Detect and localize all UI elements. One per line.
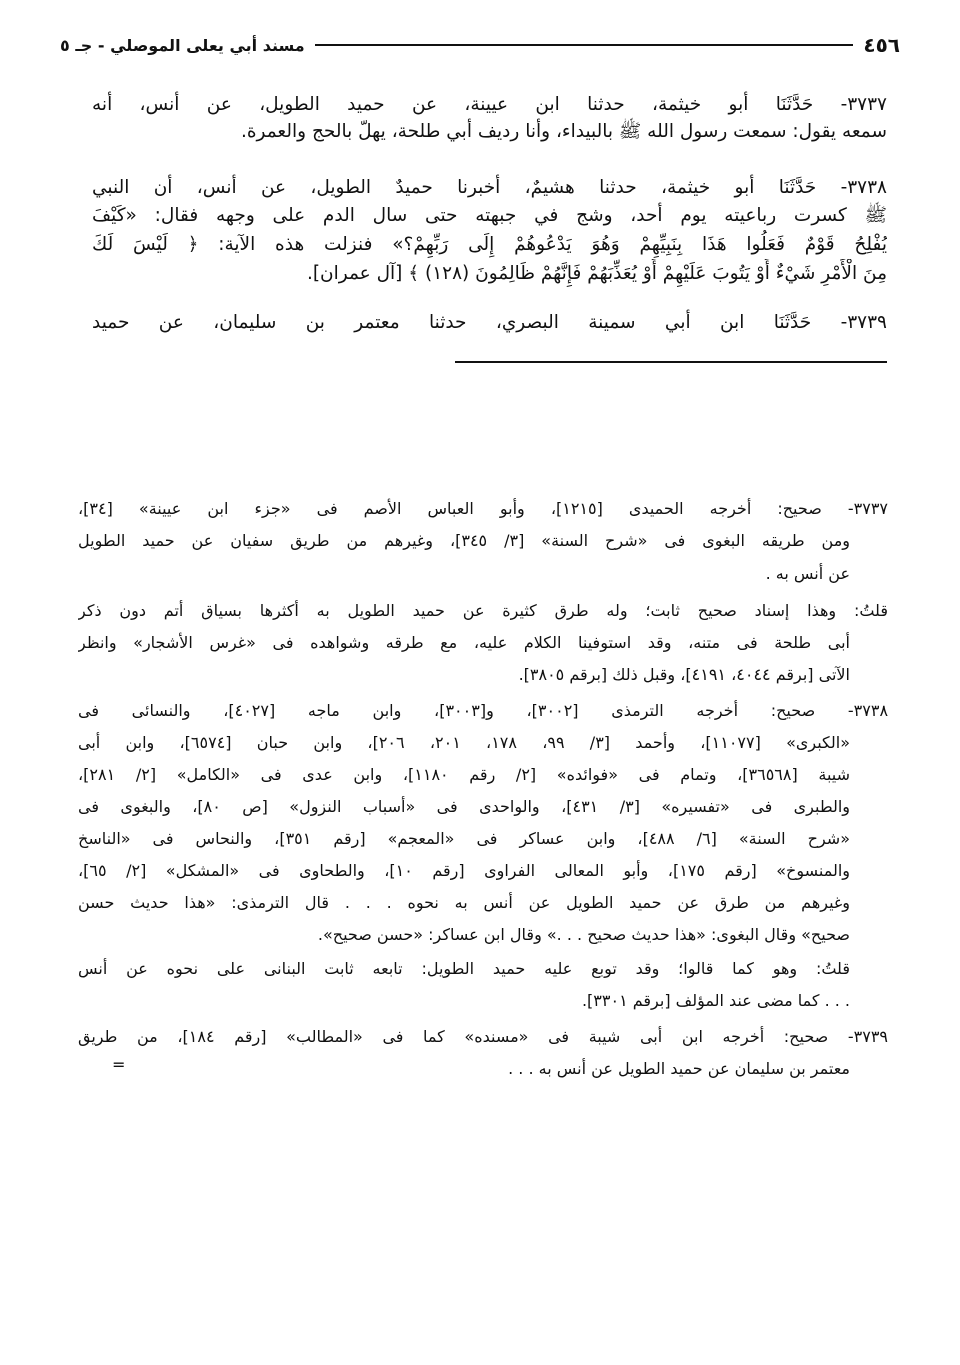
footnote-line: والمنسوخ» [رقم ١٧٥]، وأبو المعالى الفراوى [رقم ١٠]، والطحاوى فى «المشكل» [٢/ ٦٥]، bbox=[78, 861, 850, 880]
footnote-separator bbox=[455, 361, 887, 363]
footnote-line: . . . كما مضى عند المؤلف [برقم ٣٣٠١]. bbox=[581, 991, 850, 1010]
main-text-line: سمعه يقول: سمعت رسول الله ﷺ بالبيداء، وأنا رديف أبي طلحة، يهلّ بالحج والعمرة. bbox=[240, 121, 887, 142]
footnote-line: والطبرى فى «تفسيره» [٣/ ٤٣١]، والواحدى فى «أسباب النزول» [ص ٨٠]، والبغوى فى bbox=[78, 797, 850, 816]
main-text-line: ٣٧٣٩- حَدَّثَنَا ابن أبي سمينة البصري، حدثنا معتمر بن سليمان، عن حميد bbox=[92, 312, 887, 333]
main-text-line: يُفْلِحُ قَوْمٌ فَعَلُوا هَذَا بِنَبِيِّهِمْ وَهُوَ يَدْعُوهُمْ إِلَى رَبِّهِمْ؟» فنزلت هذه الآية: ﴿ لَيْسَ لَكَ bbox=[92, 234, 887, 255]
footnote-line: عن أنس به . bbox=[765, 564, 850, 583]
footnote-line: «الكبرى» [١١٠٧٧]، وأحمد [٣/ ٩٩، ١٧٨، ٢٠١، ٢٠٦]، وابن حبان [٦٥٧٤]، وابن أبى bbox=[78, 733, 850, 752]
footnote-line: ٣٧٣٩- صحيح: أخرجه ابن أبى شيبة فى «مسنده» كما فى «المطالب» [رقم ١٨٤]، من طريق bbox=[78, 1027, 888, 1046]
running-title: مسند أبي يعلى الموصلي - جـ ٥ bbox=[60, 35, 305, 55]
footnote-line: الآتى [برقم ٤٠٤٤، ٤١٩١]، وقبل ذلك [برقم ٣٨٠٥]. bbox=[518, 665, 850, 684]
footnote-line: أبى طلحة فى متنه، وقد استوفينا الكلام عليه، مع طرقه وشواهده فى «غرس الأشجار» وانظر bbox=[78, 633, 850, 652]
continuation-mark: = bbox=[112, 1055, 126, 1074]
footnote-line: شيبة [٣٦٥٦٨]، وتمام فى «فوائده» [٢/ رقم ١١٨٠]، وابن عدى فى «الكامل» [٢/ ٢٨١]، bbox=[78, 765, 850, 784]
footnote-line: معتمر بن سليمان عن حميد الطويل عن أنس به . . . bbox=[508, 1059, 850, 1078]
footnote-line: صحيح» وقال البغوى: «هذا حديث صحيح . . .» وقال ابن عساكر: «حسن صحيح». bbox=[317, 925, 850, 944]
footnote-line: ٣٧٣٧- صحيح: أخرجه الحميدى [١٢١٥]، وأبو العباس الأصم فى «جزء ابن عيينة» [٣٤]، bbox=[78, 499, 888, 518]
footnote-line: «شرح السنة» [٦/ ٤٨٨]، وابن عساكر فى «المعجم» [رقم ٣٥١]، والنحاس فى «الناسخ bbox=[78, 829, 850, 848]
page-number: ٤٥٦ bbox=[863, 33, 900, 57]
footnote-line: قلتُ: وهو كما قالوا؛ وقد توبع عليه حميد الطويل: تابعه ثابت البنانى على نحوه عن أنس bbox=[78, 959, 850, 978]
footnote-line: قلتُ: وهذا إسناد صحيح ثابت؛ وله طرق كثيرة عن حميد الطويل به أكثرها بسياق أتم دون ذكر bbox=[78, 601, 888, 620]
main-text-line: ٣٧٣٧- حَدَّثَنَا أبو خيثمة، حدثنا ابن عيينة، عن حميد الطويل، عن أنس، أنه bbox=[92, 94, 887, 115]
main-text-line: مِنَ الْأَمْرِ شَيْءٌ أَوْ يَتُوبَ عَلَيْهِمْ أَوْ يُعَذِّبَهُمْ فَإِنَّهُمْ ظَالِمُونَ (١٢٨) ﴾ [آل عمران]. bbox=[306, 263, 887, 284]
main-text-line: ﷺ كسرت رباعيته يوم أحد، وشج في جبهته حتى سال الدم على وجهه فقال: «كَيْفَ bbox=[92, 205, 887, 226]
footnote-line: ومن طريقه البغوى فى «شرح السنة» [٣/ ٣٤٥]، وغيرهم من طريق سفيان عن حميد الطويل bbox=[78, 531, 850, 550]
main-text-line: ٣٧٣٨- حَدَّثَنَا أبو خيثمة، حدثنا هشيمٌ، أخبرنا حميدٌ الطويل، عن أنس، أن النبي bbox=[92, 177, 887, 198]
running-header bbox=[60, 30, 900, 60]
footnote-line: ٣٧٣٨- صحيح: أخرجه الترمذى [٣٠٠٢]، و[٣٠٠٣]، وابن ماجه [٤٠٢٧]، والنسائى فى bbox=[78, 701, 888, 720]
header-rule bbox=[315, 44, 854, 46]
footnote-line: وغيرهم من طرق عن حميد الطويل عن أنس به نحوه . . . قال الترمذى: «هذا حديث حسن bbox=[78, 893, 850, 912]
